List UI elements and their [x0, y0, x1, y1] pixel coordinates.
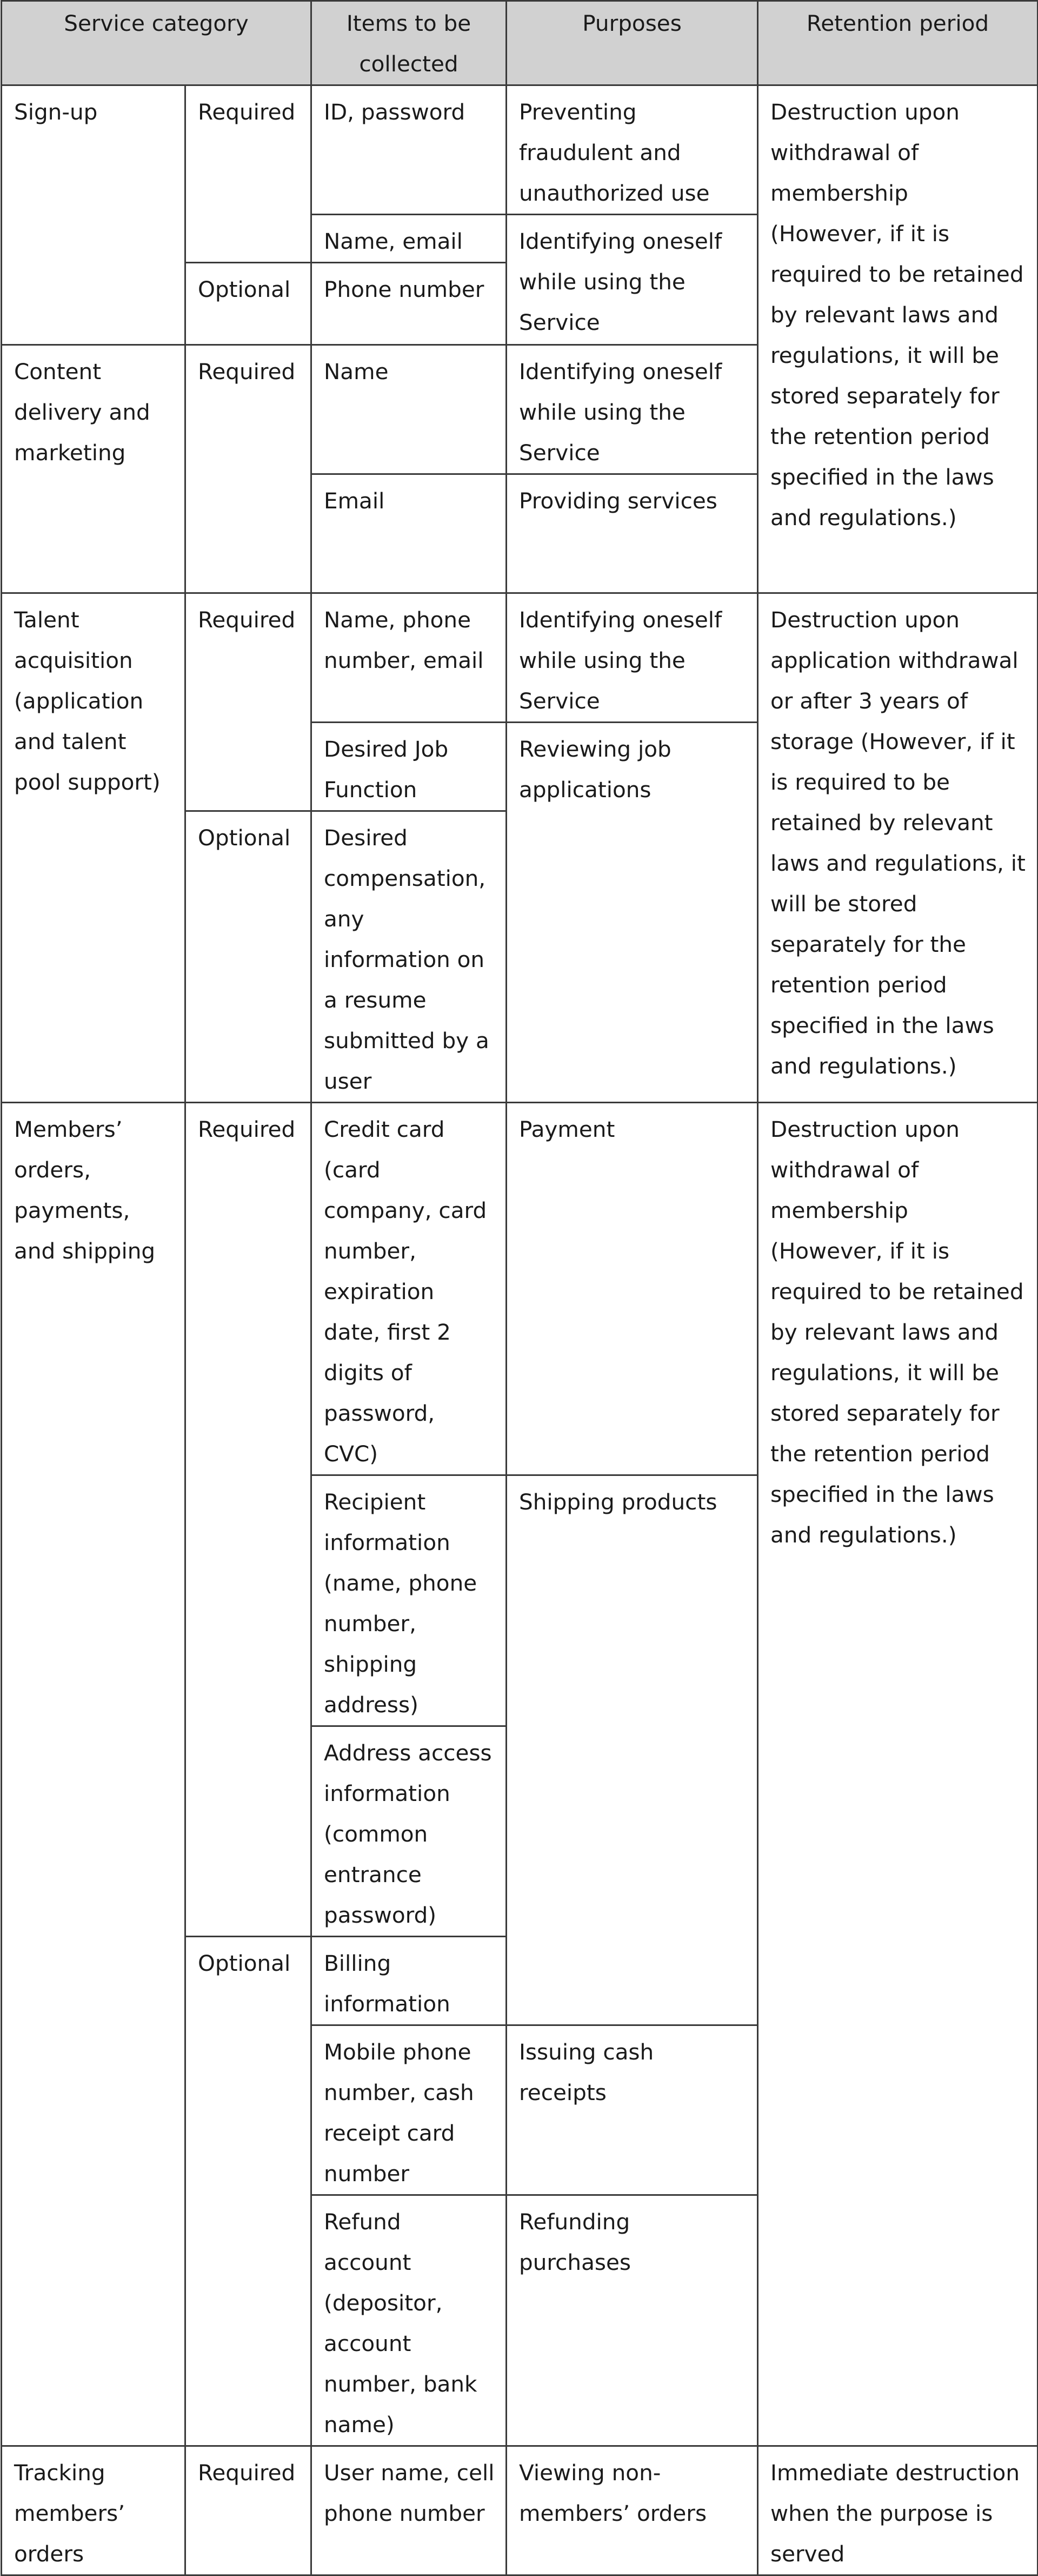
required-cell: Required — [185, 345, 311, 593]
table-row — [2, 85, 1038, 215]
retention-cell: Destruction upon withdrawal of membership (However, if it is required to be retained by relevant laws and regulations, it will be stored separately for the retention period specified in the laws and regulations.) — [758, 85, 1038, 593]
item-cell: Email — [311, 474, 507, 593]
header-row — [2, 1, 1038, 85]
item-cell: User name, cell phone number — [311, 2446, 507, 2575]
header-items: Items to be collected — [311, 1, 507, 85]
optional-cell: Optional — [185, 811, 311, 1103]
purpose-cell: Shipping products — [507, 1475, 758, 2025]
purpose-cell: Viewing non-members’ orders — [507, 2446, 758, 2575]
header-retention: Retention period — [758, 1, 1038, 85]
item-cell: Mobile phone number, cash receipt card number — [311, 2025, 507, 2195]
purpose-cell: Reviewing job applications — [507, 723, 758, 1103]
table-row — [2, 1103, 1038, 1475]
item-cell: Name, phone number, email — [311, 593, 507, 723]
privacy-table — [1, 0, 1038, 2576]
retention-cell: Destruction upon application withdrawal or after 3 years of storage (However, if it is required to be retained by relevant laws and regulations, it will be stored separately for the retention period specified in the laws and regulations.) — [758, 593, 1038, 1103]
item-cell: Phone number — [311, 263, 507, 345]
purpose-cell: Refunding purchases — [507, 2195, 758, 2446]
purpose-cell: Identifying oneself while using the Service — [507, 593, 758, 723]
category-cell: Tracking members’ orders — [2, 2446, 185, 2575]
purpose-cell: Payment — [507, 1103, 758, 1475]
category-cell: Content delivery and marketing — [2, 345, 185, 593]
optional-cell: Optional — [185, 263, 311, 345]
optional-cell: Optional — [185, 1937, 311, 2446]
item-cell: Credit card (card company, card number, expiration date, first 2 digits of password, CVC) — [311, 1103, 507, 1475]
item-cell: Recipient information (name, phone number, shipping address) — [311, 1475, 507, 1726]
required-cell: Required — [185, 85, 311, 263]
category-cell: Talent acquisition (application and talent pool support) — [2, 593, 185, 1103]
required-cell: Required — [185, 1103, 311, 1937]
item-cell: Name — [311, 345, 507, 474]
table-row — [2, 593, 1038, 723]
item-cell: Address access information (common entrance password) — [311, 1726, 507, 1937]
purpose-cell: Providing services — [507, 474, 758, 593]
retention-cell: Destruction upon withdrawal of membership (However, if it is required to be retained by relevant laws and regulations, it will be stored separately for the retention period specified in the laws and regulations.) — [758, 1103, 1038, 2446]
retention-cell: Immediate destruction when the purpose is served — [758, 2446, 1038, 2575]
purpose-cell: Identifying oneself while using the Service — [507, 345, 758, 474]
purpose-cell: Identifying oneself while using the Service — [507, 215, 758, 345]
item-cell: Billing information — [311, 1937, 507, 2025]
item-cell: Desired Job Function — [311, 723, 507, 811]
category-cell: Sign-up — [2, 85, 185, 345]
item-cell: Desired compensation, any information on a resume submitted by a user — [311, 811, 507, 1103]
purpose-cell: Preventing fraudulent and unauthorized use — [507, 85, 758, 215]
item-cell: Name, email — [311, 215, 507, 263]
item-cell: ID, password — [311, 85, 507, 215]
item-cell: Refund account (depositor, account number, bank name) — [311, 2195, 507, 2446]
table-row — [2, 2446, 1038, 2575]
required-cell: Required — [185, 2446, 311, 2575]
required-cell: Required — [185, 593, 311, 811]
header-purposes: Purposes — [507, 1, 758, 85]
category-cell: Members’ orders, payments, and shipping — [2, 1103, 185, 2446]
purpose-cell: Issuing cash receipts — [507, 2025, 758, 2195]
header-service-category: Service category — [2, 1, 311, 85]
